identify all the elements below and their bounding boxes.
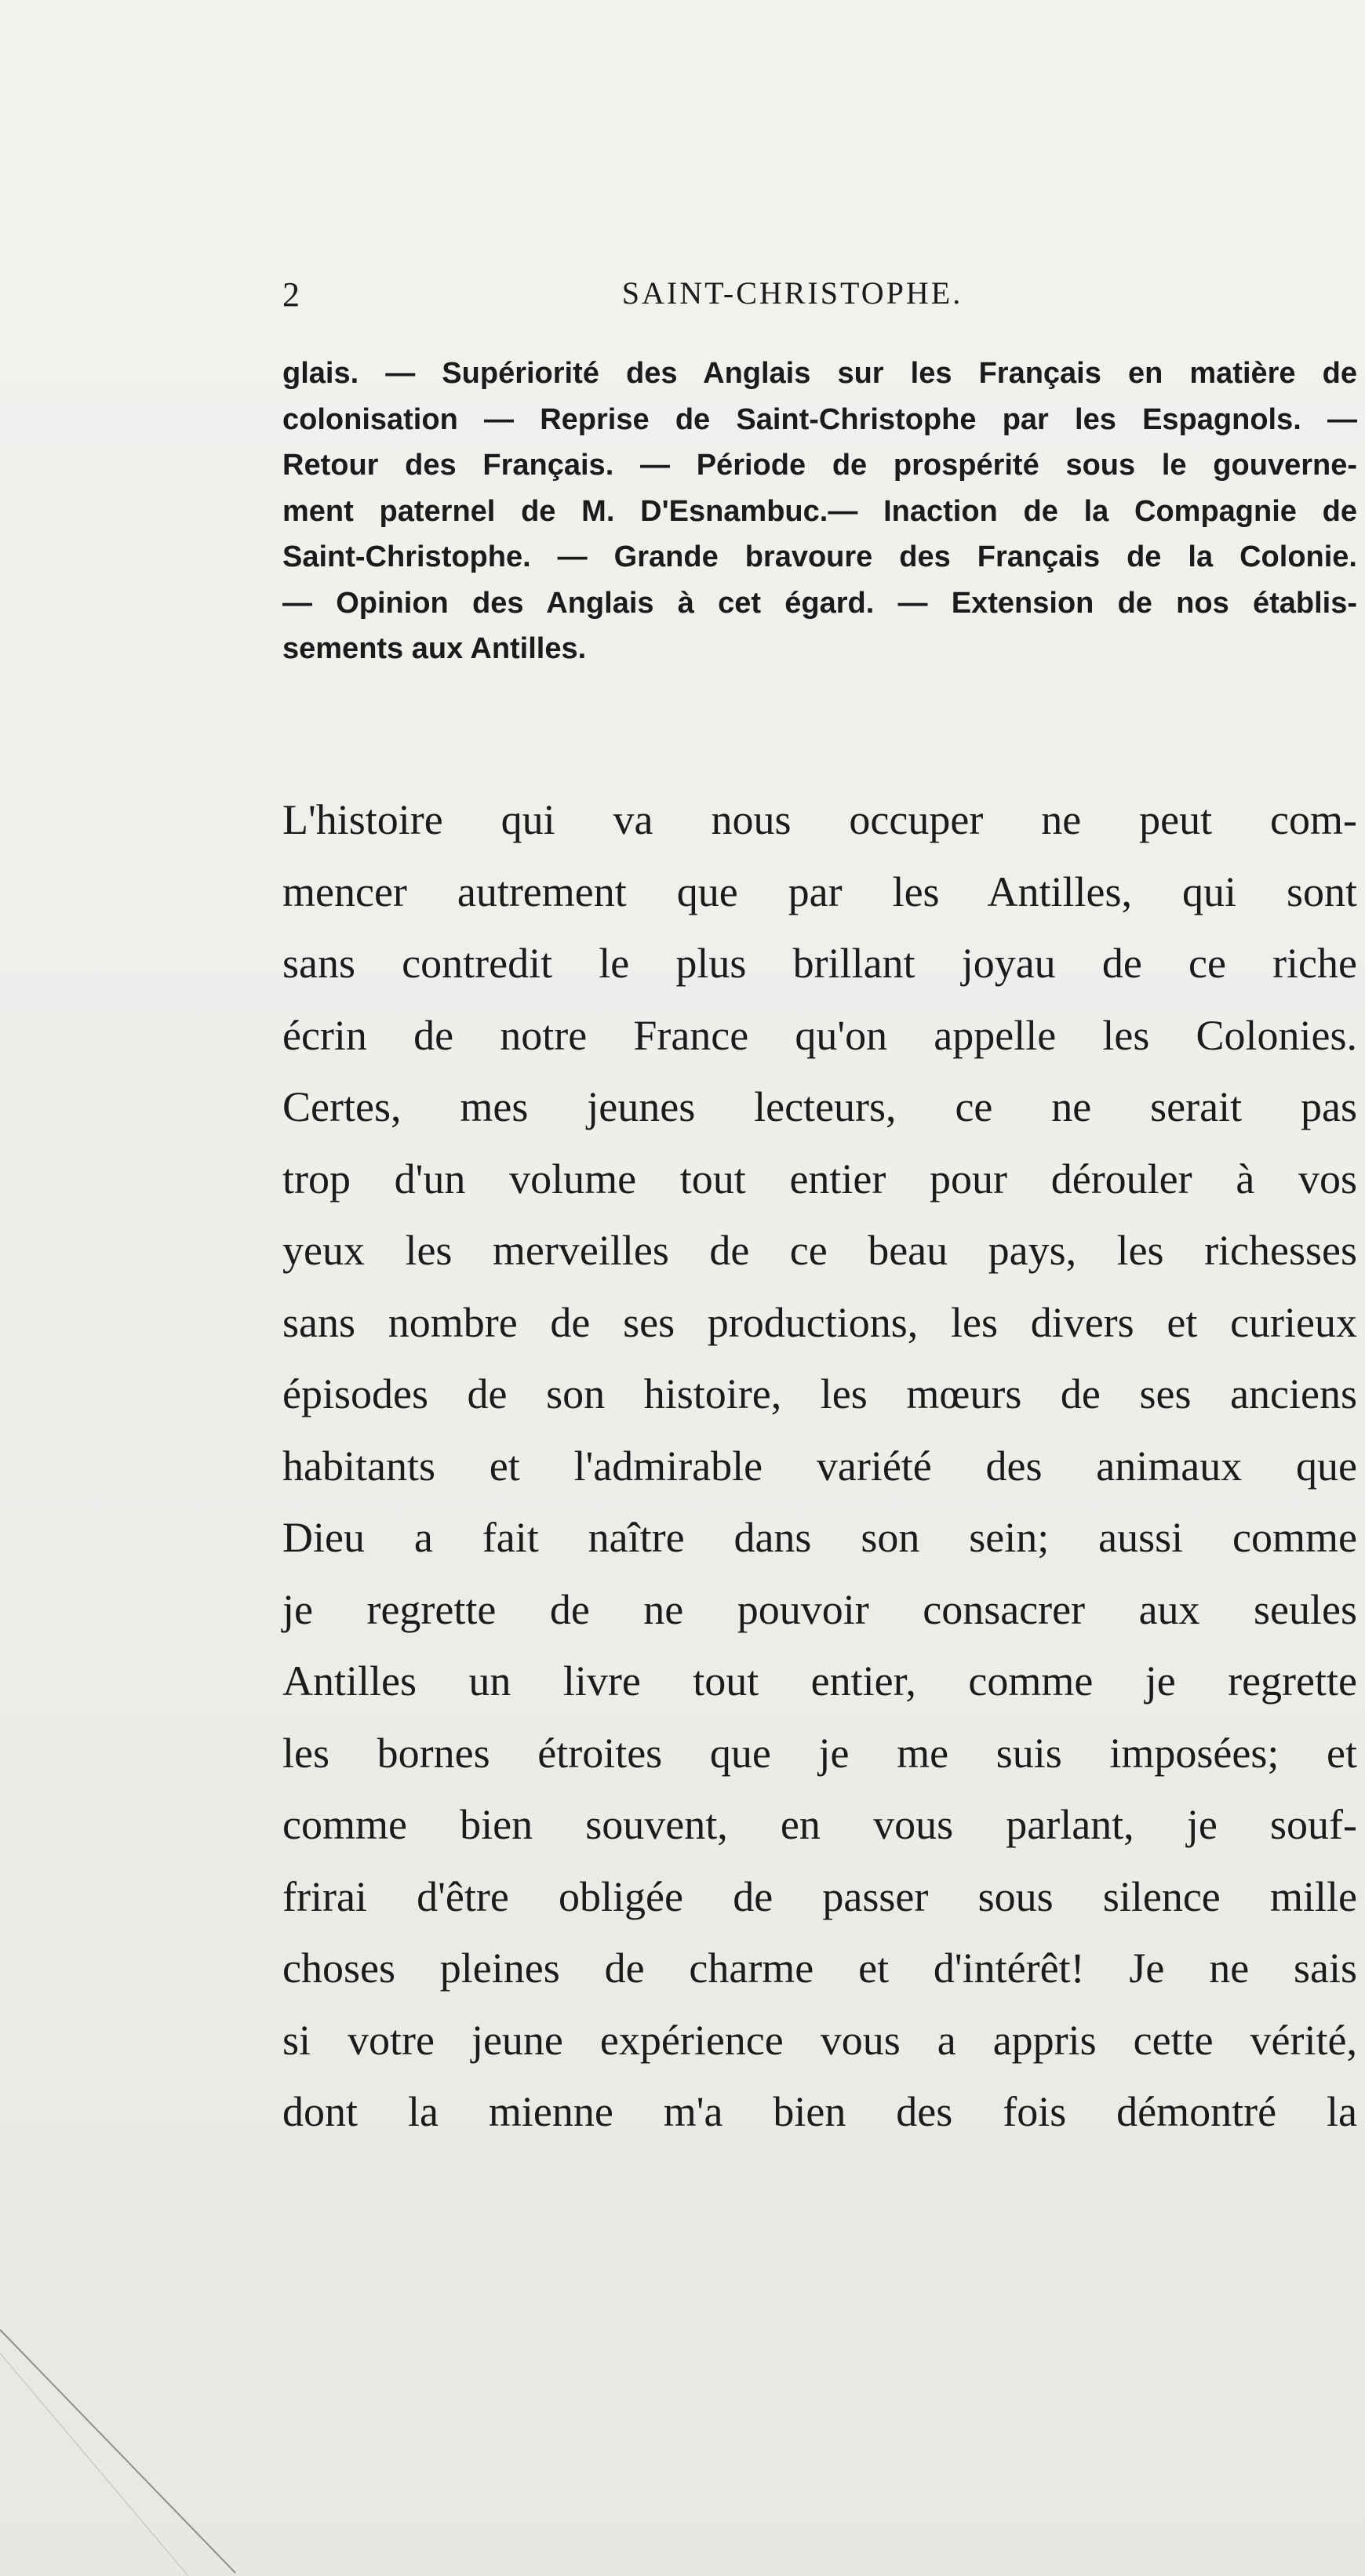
running-title: SAINT-CHRISTOPHE. <box>621 275 963 311</box>
body-line: épisodes de son histoire, les mœurs de ses anciens <box>282 1370 1357 1417</box>
body-line: si votre jeune expérience vous a appris cette vérité, <box>282 2016 1357 2064</box>
body-line: comme bien souvent, en vous parlant, je souf- <box>282 1801 1357 1848</box>
summary-line: Retour des Français. — Période de prospérité sous le gouverne- <box>282 449 1357 482</box>
body-line: mencer autrement que par les Antilles, qui sont <box>282 868 1357 915</box>
summary-line: — Opinion des Anglais à cet égard. — Extension de nos établis- <box>282 586 1357 620</box>
summary-line: glais. — Supériorité des Anglais sur les Français en matière de <box>282 357 1357 390</box>
summary-line: Saint-Christophe. — Grande bravoure des Français de la Colonie. <box>282 540 1357 573</box>
body-line: dont la mienne m'a bien des fois démontré la <box>282 2088 1357 2135</box>
page-number: 2 <box>282 275 300 314</box>
body-line: L'histoire qui va nous occuper ne peut com- <box>282 796 1357 843</box>
body-line: Antilles un livre tout entier, comme je regrette <box>282 1657 1357 1705</box>
body-line: je regrette de ne pouvoir consacrer aux seules <box>282 1585 1357 1633</box>
body-line: Certes, mes jeunes lecteurs, ce ne serait pas <box>282 1083 1357 1130</box>
body-line: habitants et l'admirable variété des animaux que <box>282 1442 1357 1490</box>
body-line: choses pleines de charme et d'intérêt! Je ne sais <box>282 1945 1357 1992</box>
summary-line: ment paternel de M. D'Esnambuc.— Inaction de la Compagnie de <box>282 494 1357 528</box>
page-header <box>282 275 1302 322</box>
body-line: yeux les merveilles de ce beau pays, les richesses <box>282 1227 1357 1274</box>
body-line: frirai d'être obligée de passer sous silence mille <box>282 1872 1357 1920</box>
body-line: sans contredit le plus brillant joyau de ce riche <box>282 940 1357 987</box>
summary-line: colonisation — Reprise de Saint-Christophe par les Espagnols. — <box>282 402 1357 436</box>
chapter-summary <box>282 351 1357 672</box>
body-line: Dieu a fait naître dans son sein; aussi comme <box>282 1514 1357 1561</box>
body-text <box>282 784 1357 2148</box>
body-line: sans nombre de ses productions, les divers et curieux <box>282 1298 1357 1346</box>
page-crease-mark <box>0 2322 251 2576</box>
body-line: trop d'un volume tout entier pour dérouler à vos <box>282 1155 1357 1202</box>
body-line: écrin de notre France qu'on appelle les Colonies. <box>282 1011 1357 1059</box>
body-line: les bornes étroites que je me suis imposées; et <box>282 1729 1357 1777</box>
summary-line: sements aux Antilles. <box>282 632 587 665</box>
